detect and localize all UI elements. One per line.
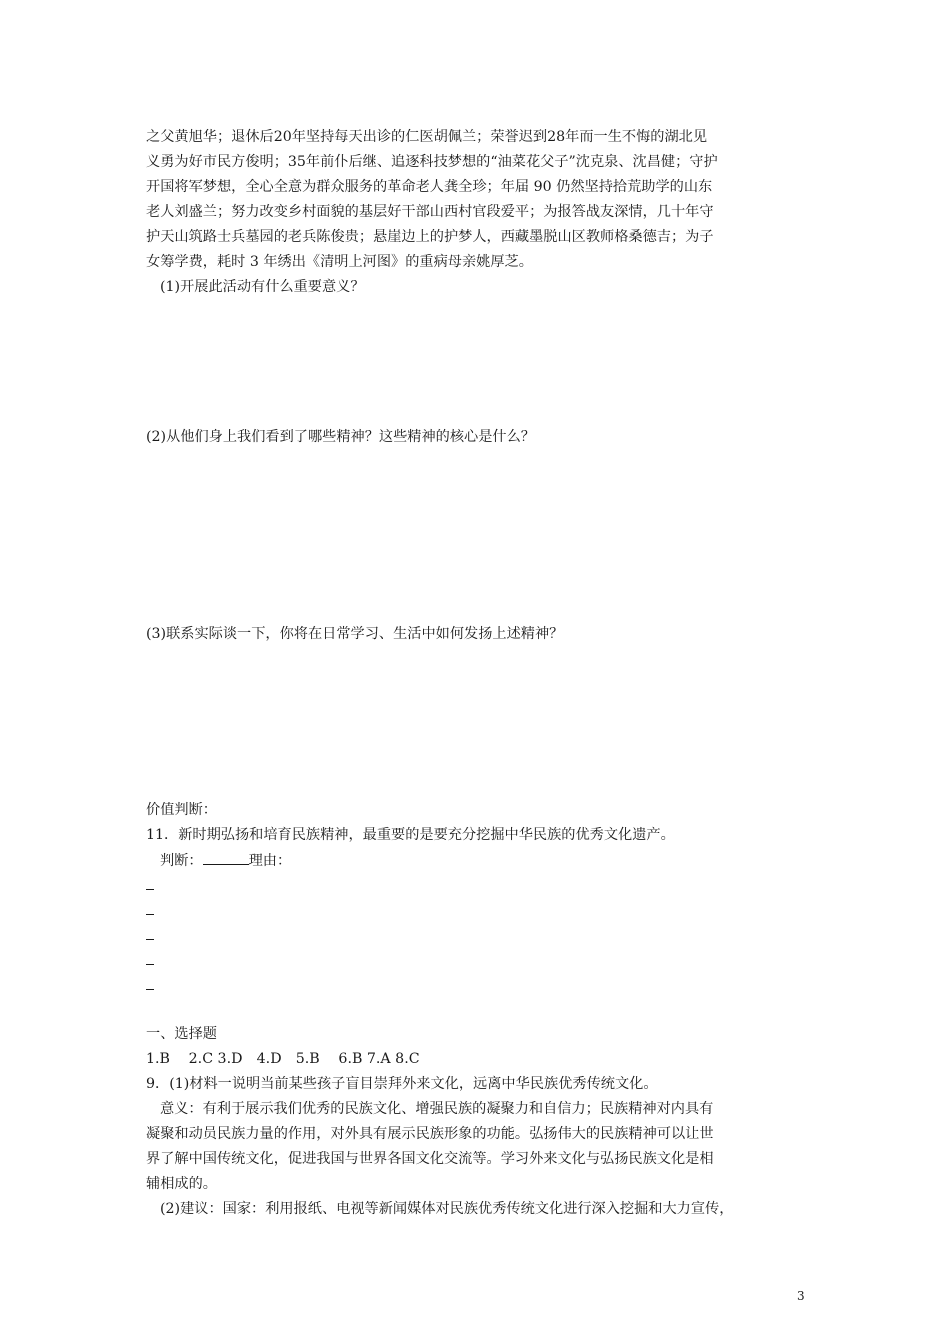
passage-line: 之父黄旭华；退休后20年坚持每天出诊的仁医胡佩兰；荣誉迟到28年而一生不悔的湖北见 <box>146 129 708 145</box>
judge-blank[interactable] <box>203 850 249 865</box>
question-1: (1)开展此活动有什么重要意义？ <box>160 279 365 295</box>
meaning-line: 辅相成的。 <box>146 1176 217 1192</box>
meaning-line: 界了解中国传统文化，促进我国与世界各国文化交流等。学习外来文化与弘扬民族文化是相 <box>146 1151 714 1167</box>
value-judgment-item: 11．新时期弘扬和培育民族精神，最重要的是要充分挖掘中华民族的优秀文化遗产。 <box>146 827 675 843</box>
passage-line: 开国将军梦想，全心全意为群众服务的革命老人龚全珍；年届 90 仍然坚持拾荒助学的山东 <box>146 179 713 195</box>
answer-9-2: (2)建议：国家：利用报纸、电视等新闻媒体对民族优秀传统文化进行深入挖掘和大力宣传， <box>160 1201 734 1217</box>
judge-label: 判断： <box>160 853 203 869</box>
judge-row <box>160 850 828 871</box>
question-3: (3)联系实际谈一下，你将在日常学习、生活中如何发扬上述精神？ <box>146 626 564 642</box>
value-judgment-heading: 价值判断： <box>146 802 217 818</box>
answer-line[interactable] <box>146 889 154 890</box>
answer-line[interactable] <box>146 989 154 990</box>
meaning-line: 意义：有利于展示我们优秀的民族文化、增强民族的凝聚力和自信力；民族精神对内具有 <box>160 1101 714 1117</box>
passage-line: 老人刘盛兰；努力改变乡村面貌的基层好干部山西村官段爱平；为报答战友深情，几十年守 <box>146 204 714 220</box>
answer-line[interactable] <box>146 964 154 965</box>
answer-line[interactable] <box>146 939 154 940</box>
reason-label: 理由： <box>248 853 292 869</box>
passage-line: 女筹学费，耗时 3 年绣出《清明上河图》的重病母亲姚厚芝。 <box>146 254 533 270</box>
choice-answers: 1.B 2.C 3.D 4.D 5.B 6.B 7.A 8.C <box>146 1051 420 1067</box>
question-2: (2)从他们身上我们看到了哪些精神？这些精神的核心是什么？ <box>146 429 535 445</box>
answers-section-title: 一、选择题 <box>146 1026 217 1042</box>
meaning-line: 凝聚和动员民族力量的作用，对外具有展示民族形象的功能。弘扬伟大的民族精神可以让世 <box>146 1126 714 1142</box>
answer-line[interactable] <box>146 914 154 915</box>
answer-9-1: 9．(1)材料一说明当前某些孩子盲目崇拜外来文化，远离中华民族优秀传统文化。 <box>146 1076 658 1092</box>
passage-line: 护天山筑路士兵墓园的老兵陈俊贵；悬崖边上的护梦人，西藏墨脱山区教师格桑德吉；为子 <box>146 229 714 245</box>
page-number: 3 <box>797 1289 805 1303</box>
passage-line: 义勇为好市民方俊明；35年前仆后继、追逐科技梦想的“油菜花父子”沈克泉、沈昌健；守护 <box>146 154 718 170</box>
